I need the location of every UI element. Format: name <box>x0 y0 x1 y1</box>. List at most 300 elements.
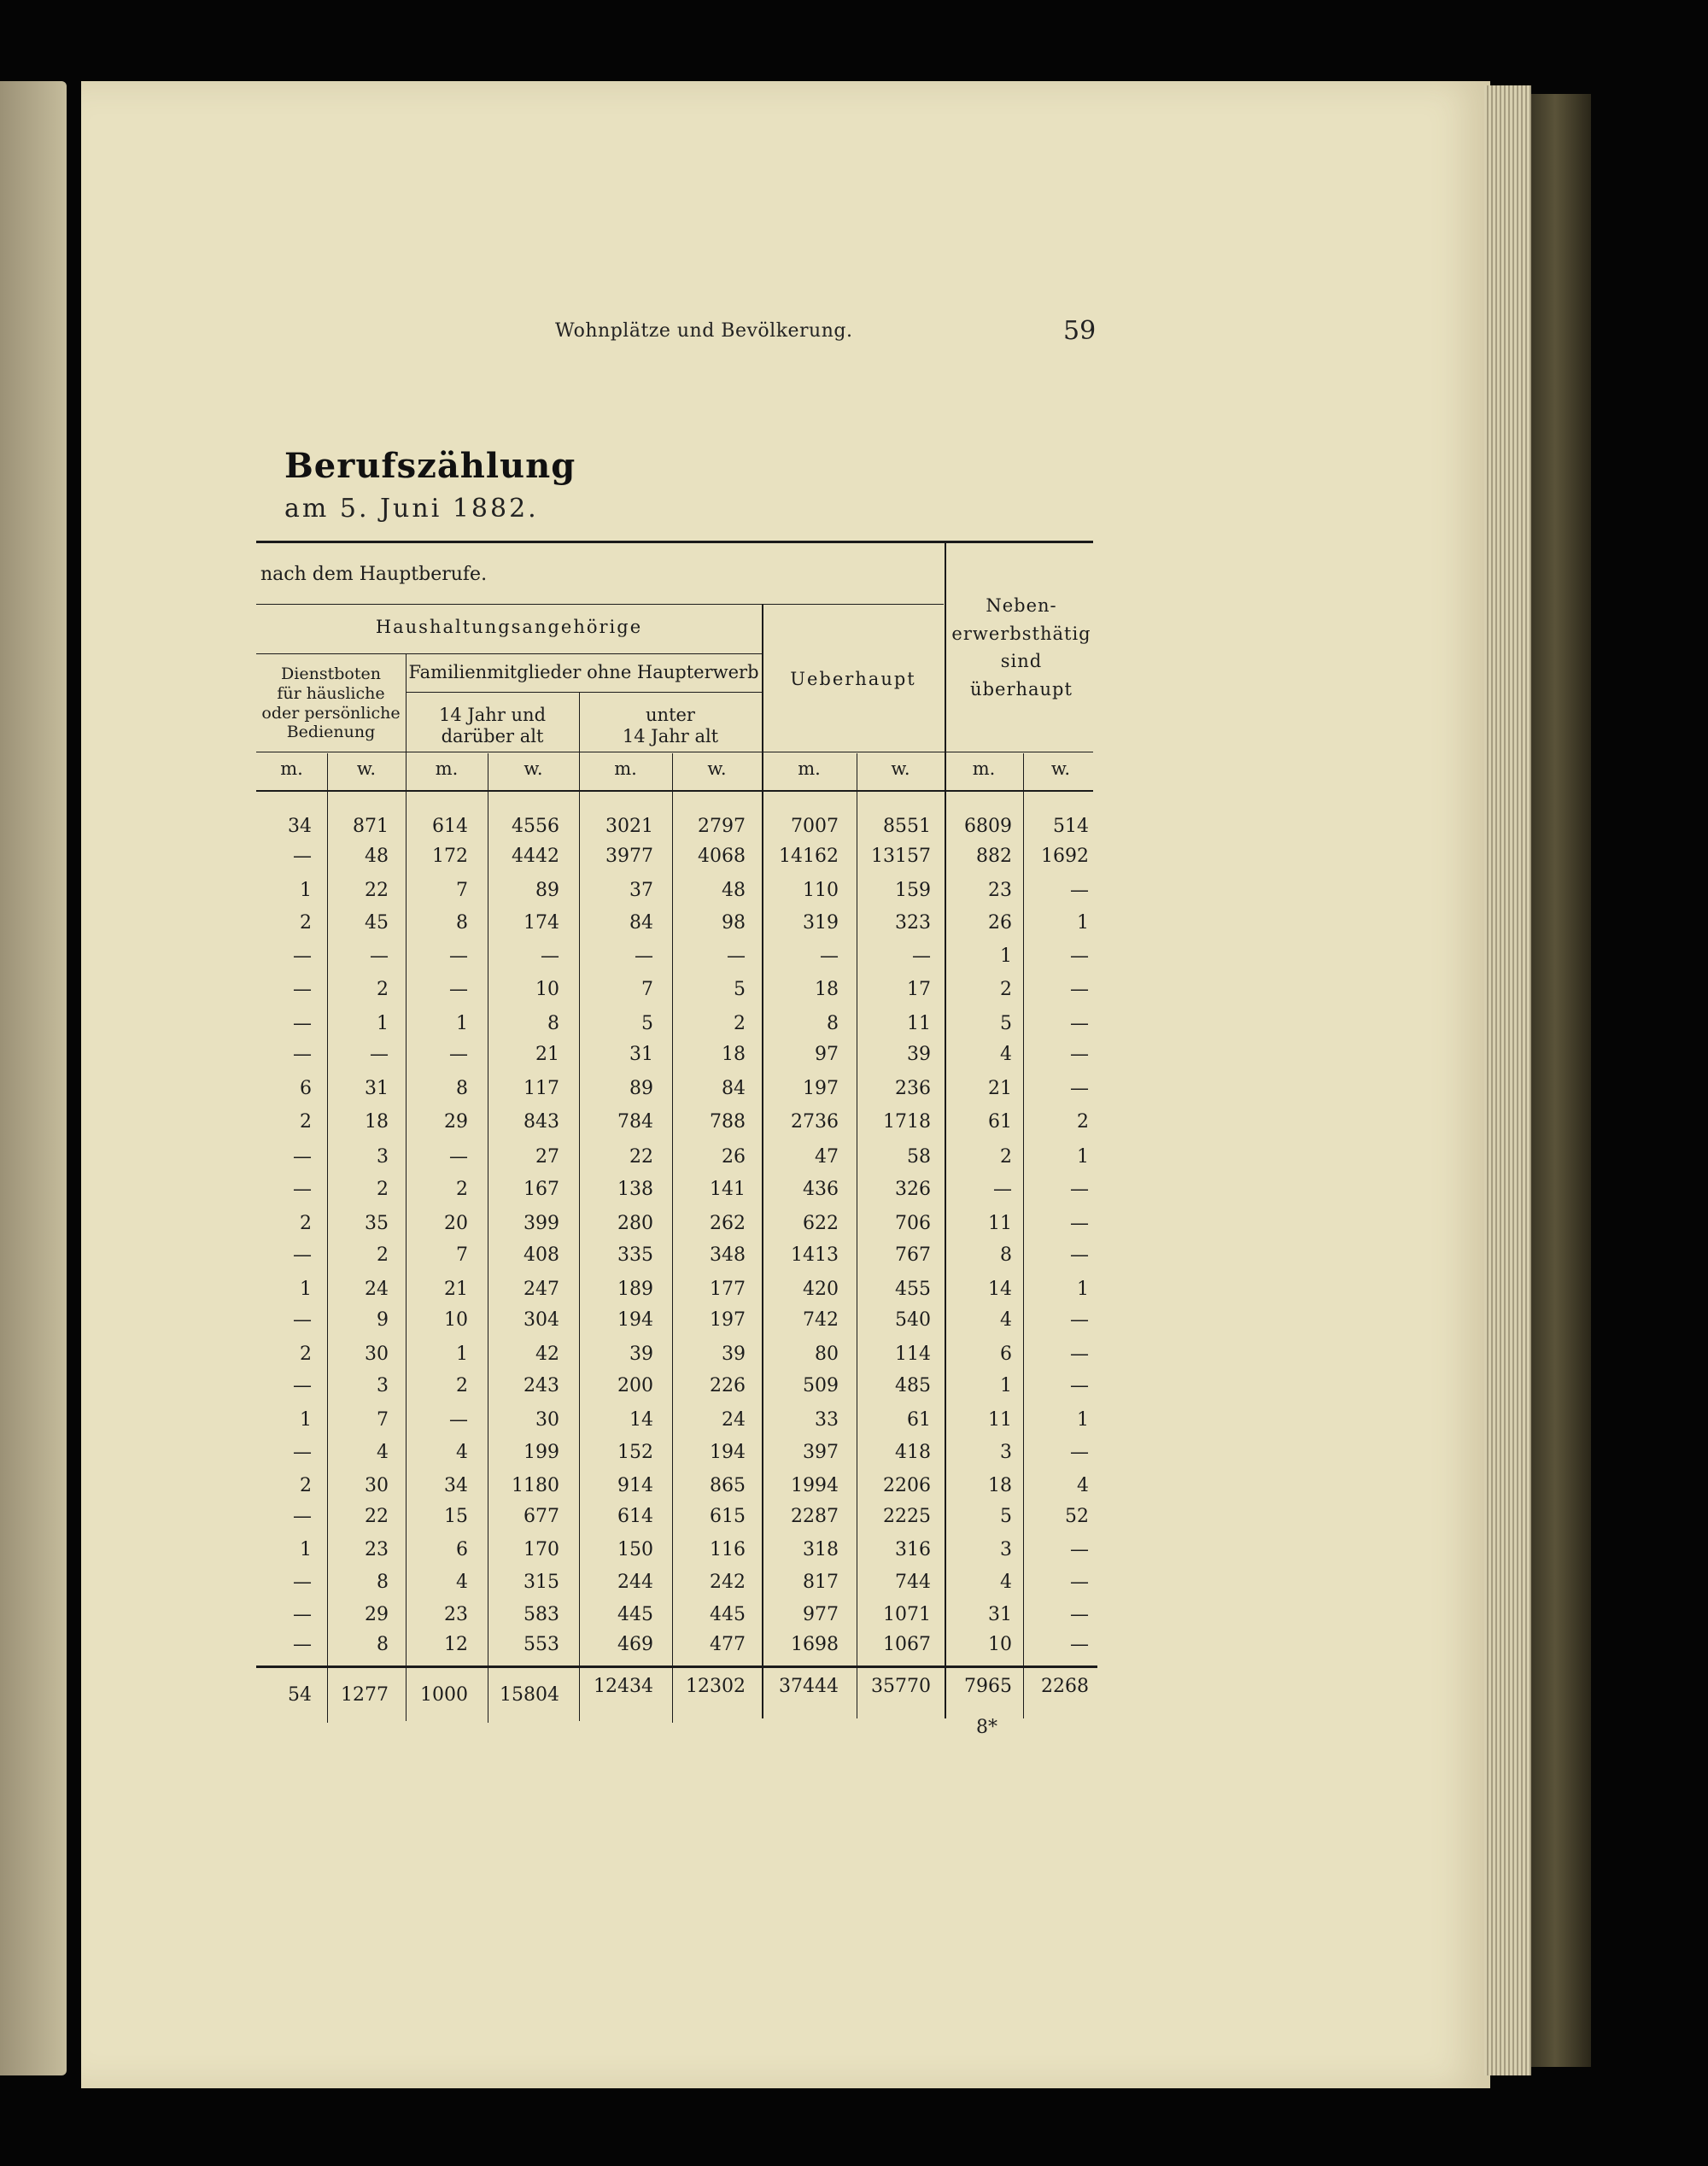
table-cell: 509 <box>803 1375 839 1396</box>
table-cell: 784 <box>617 1111 653 1133</box>
table-cell: — <box>820 945 839 967</box>
rule-above-totals <box>256 1665 1097 1668</box>
table-cell: 3 <box>377 1375 389 1396</box>
table-cell: — <box>449 979 468 1000</box>
table-cell: 152 <box>617 1442 653 1463</box>
table-cell: 58 <box>907 1146 931 1168</box>
book-spine <box>1531 94 1591 2067</box>
table-cell: 13157 <box>871 846 931 867</box>
table-cell: 323 <box>895 912 931 934</box>
vrule-4 <box>579 692 580 1721</box>
table-cell: 26 <box>722 1146 746 1168</box>
table-cell: 9 <box>377 1309 389 1331</box>
table-cell: 226 <box>710 1375 746 1396</box>
table-cell: 1180 <box>512 1475 559 1496</box>
table-cell: 12 <box>444 1634 468 1655</box>
table-cell: 31 <box>988 1604 1012 1625</box>
table-cell: 4 <box>1000 1044 1012 1065</box>
table-cell: 871 <box>353 816 389 837</box>
table-cell: 8 <box>456 1078 468 1099</box>
table-cell: 1 <box>300 1409 312 1431</box>
subhead-m-4: m. <box>798 758 821 779</box>
table-cell: 27 <box>535 1146 559 1168</box>
table-cell: 141 <box>710 1179 746 1200</box>
table-cell: 865 <box>710 1475 746 1496</box>
table-cell: — <box>370 1044 389 1065</box>
page-subtitle: am 5. Juni 1882. <box>284 494 539 524</box>
neben-line-1: Neben- <box>986 595 1057 616</box>
table-cell: 197 <box>803 1078 839 1099</box>
table-cell: 8 <box>377 1634 389 1655</box>
table-cell: 97 <box>815 1044 839 1065</box>
table-cell: — <box>1070 945 1089 967</box>
table-cell: 1413 <box>791 1244 839 1266</box>
table-cell: 1692 <box>1041 846 1089 867</box>
table-cell: 8 <box>456 912 468 934</box>
table-cell: 22 <box>365 880 389 901</box>
table-cell: 159 <box>895 880 931 901</box>
table-cell: 80 <box>815 1344 839 1365</box>
table-cell: 553 <box>524 1634 559 1655</box>
table-cell: 10 <box>988 1634 1012 1655</box>
table-cell: 194 <box>710 1442 746 1463</box>
table-cell: 262 <box>710 1213 746 1234</box>
table-cell: 8 <box>547 1013 559 1034</box>
subhead-w-4: w. <box>891 758 910 779</box>
table-cell: 2287 <box>791 1506 839 1527</box>
table-cell: 34 <box>288 816 312 837</box>
page-number: 59 <box>1063 316 1097 346</box>
table-cell: 4442 <box>512 846 559 867</box>
table-cell: 150 <box>617 1539 653 1560</box>
table-cell: 3977 <box>605 846 653 867</box>
table-cell: — <box>449 945 468 967</box>
table-cell: 39 <box>907 1044 931 1065</box>
table-cell: 469 <box>617 1634 653 1655</box>
table-cell: 1067 <box>883 1634 931 1655</box>
subhead-w-2: w. <box>524 758 543 779</box>
table-cell: 39 <box>722 1344 746 1365</box>
table-cell: 24 <box>722 1409 746 1431</box>
table-cell: 61 <box>907 1409 931 1431</box>
col-14-und-line-1: 14 Jahr und <box>438 705 547 725</box>
table-cell: — <box>1070 1309 1089 1331</box>
group-haushalt-header: Haushaltungsangehörige <box>375 617 643 637</box>
table-cell: 138 <box>617 1179 653 1200</box>
table-cell: 1994 <box>791 1475 839 1496</box>
table-cell: 615 <box>710 1506 746 1527</box>
table-cell: 177 <box>710 1279 746 1300</box>
table-cell: 2 <box>300 1344 312 1365</box>
table-cell: 110 <box>803 880 839 901</box>
table-cell: — <box>293 1309 312 1331</box>
table-cell: 11 <box>988 1213 1012 1234</box>
running-title: Wohnplätze und Bevölkerung. <box>555 320 853 342</box>
table-cell: — <box>1070 1044 1089 1065</box>
table-cell: 2 <box>456 1375 468 1396</box>
subhead-m-5: m. <box>972 758 996 779</box>
table-cell: 47 <box>815 1146 839 1168</box>
table-cell: 348 <box>710 1244 746 1266</box>
col-unter-14-line-1: unter <box>646 705 695 725</box>
table-cell: 7 <box>377 1409 389 1431</box>
table-cell: 882 <box>976 846 1012 867</box>
table-cell: 2 <box>300 1213 312 1234</box>
table-cell: 1071 <box>883 1604 931 1625</box>
table-cell: 4 <box>456 1442 468 1463</box>
table-cell: — <box>293 846 312 867</box>
table-cell: 52 <box>1065 1506 1089 1527</box>
table-cell: 21 <box>988 1078 1012 1099</box>
table-cell: 189 <box>617 1279 653 1300</box>
table-cell: 817 <box>803 1572 839 1593</box>
total-cell: 12434 <box>594 1676 653 1697</box>
table-cell: — <box>449 1146 468 1168</box>
subhead-w-1: w. <box>356 758 377 779</box>
table-cell: 17 <box>907 979 931 1000</box>
table-cell: 2 <box>1000 1146 1012 1168</box>
table-cell: 7 <box>456 1244 468 1266</box>
table-cell: 39 <box>629 1344 653 1365</box>
rule-under-haushalt <box>256 653 762 654</box>
table-cell: — <box>1070 880 1089 901</box>
subhead-m-1: m. <box>280 758 303 779</box>
table-cell: 315 <box>524 1572 559 1593</box>
dienstboten-line-1: Dienstboten <box>281 664 381 683</box>
table-cell: 7 <box>641 979 653 1000</box>
table-cell: 1 <box>300 1279 312 1300</box>
table-cell: 2 <box>377 1179 389 1200</box>
table-cell: 614 <box>432 816 468 837</box>
table-cell: 583 <box>524 1604 559 1625</box>
table-cell: 455 <box>895 1279 931 1300</box>
table-cell: — <box>1070 1013 1089 1034</box>
table-cell: 326 <box>895 1179 931 1200</box>
table-cell: 1 <box>1077 912 1089 934</box>
table-cell: 2 <box>377 1244 389 1266</box>
table-cell: 45 <box>365 912 389 934</box>
table-cell: 31 <box>365 1078 389 1099</box>
page-title: Berufszählung <box>284 446 576 486</box>
subhead-m-2: m. <box>435 758 459 779</box>
table-cell: 174 <box>524 912 559 934</box>
table-cell: 280 <box>617 1213 653 1234</box>
table-cell: 5 <box>1000 1013 1012 1034</box>
table-cell: 14 <box>629 1409 653 1431</box>
total-cell: 35770 <box>871 1676 931 1697</box>
neben-line-2: erwerbsthätig <box>951 623 1091 644</box>
table-cell: 18 <box>988 1475 1012 1496</box>
table-cell: 116 <box>710 1539 746 1560</box>
table-cell: 445 <box>617 1604 653 1625</box>
dienstboten-line-2: für häusliche <box>277 683 385 703</box>
table-cell: 744 <box>895 1572 931 1593</box>
table-cell: 4556 <box>512 816 559 837</box>
left-page-edge <box>0 81 67 2075</box>
table-cell: 977 <box>803 1604 839 1625</box>
table-cell: 6 <box>1000 1344 1012 1365</box>
table-cell: 914 <box>617 1475 653 1496</box>
table-cell: 1 <box>456 1013 468 1034</box>
table-cell: 335 <box>617 1244 653 1266</box>
table-cell: — <box>370 945 389 967</box>
table-cell: 244 <box>617 1572 653 1593</box>
table-cell: 5 <box>641 1013 653 1034</box>
table-cell: — <box>912 945 931 967</box>
table-cell: 11 <box>907 1013 931 1034</box>
table-cell: 243 <box>524 1375 559 1396</box>
table-cell: 11 <box>988 1409 1012 1431</box>
table-cell: 2 <box>1000 979 1012 1000</box>
table-cell: — <box>1070 1572 1089 1593</box>
total-cell: 37444 <box>779 1676 839 1697</box>
rule-under-label <box>256 604 944 605</box>
col-14-und-header <box>406 705 579 747</box>
table-cell: 2 <box>300 1111 312 1133</box>
table-cell: 2 <box>734 1013 746 1034</box>
table-cell: 194 <box>617 1309 653 1331</box>
table-cell: 1 <box>300 880 312 901</box>
group-familie-header: Familienmitglieder ohne Haupterwerb <box>408 662 759 682</box>
table-cell: 4 <box>1000 1309 1012 1331</box>
table-cell: — <box>293 1013 312 1034</box>
col-ueberhaupt-header: Ueberhaupt <box>790 669 916 689</box>
subhead-m-3: m. <box>614 758 637 779</box>
table-cell: 18 <box>365 1111 389 1133</box>
table-cell: — <box>293 1506 312 1527</box>
table-cell: — <box>541 945 559 967</box>
table-cell: 84 <box>722 1078 746 1099</box>
table-cell: 742 <box>803 1309 839 1331</box>
table-cell: — <box>1070 1179 1089 1200</box>
table-cell: 22 <box>629 1146 653 1168</box>
table-cell: 485 <box>895 1375 931 1396</box>
table-cell: 1 <box>377 1013 389 1034</box>
table-cell: 2736 <box>791 1111 839 1133</box>
table-cell: 4 <box>377 1442 389 1463</box>
total-cell: 15804 <box>500 1684 559 1706</box>
table-cell: — <box>1070 979 1089 1000</box>
table-cell: 89 <box>535 880 559 901</box>
table-cell: 319 <box>803 912 839 934</box>
table-cell: 8551 <box>883 816 931 837</box>
table-cell: 18 <box>815 979 839 1000</box>
table-cell: — <box>293 1572 312 1593</box>
table-cell: 167 <box>524 1179 559 1200</box>
table-cell: 14 <box>988 1279 1012 1300</box>
table-cell: 316 <box>895 1539 931 1560</box>
rule-under-familie <box>406 692 762 693</box>
table-cell: 18 <box>722 1044 746 1065</box>
table-cell: — <box>449 1409 468 1431</box>
table-cell: 1 <box>1077 1146 1089 1168</box>
table-cell: — <box>1070 1078 1089 1099</box>
table-cell: 7 <box>456 880 468 901</box>
table-cell: — <box>293 979 312 1000</box>
dienstboten-line-4: Bedienung <box>286 723 376 742</box>
table-cell: 114 <box>895 1344 931 1365</box>
table-cell: 34 <box>444 1475 468 1496</box>
table-cell: 31 <box>629 1044 653 1065</box>
total-cell: 7965 <box>964 1676 1012 1697</box>
table-cell: 1718 <box>883 1111 931 1133</box>
signature-mark: 8* <box>976 1717 997 1738</box>
table-cell: 29 <box>444 1111 468 1133</box>
table-cell: 2225 <box>883 1506 931 1527</box>
table-cell: 477 <box>710 1634 746 1655</box>
table-cell: 7007 <box>791 816 839 837</box>
table-cell: 170 <box>524 1539 559 1560</box>
table-cell: 767 <box>895 1244 931 1266</box>
table-cell: 408 <box>524 1244 559 1266</box>
total-cell: 2268 <box>1041 1676 1089 1697</box>
table-cell: 37 <box>629 880 653 901</box>
table-cell: 33 <box>815 1409 839 1431</box>
neben-line-3: sind <box>1000 651 1043 672</box>
table-cell: 10 <box>535 979 559 1000</box>
table-cell: 2797 <box>698 816 746 837</box>
table-cell: 10 <box>444 1309 468 1331</box>
table-cell: 8 <box>377 1572 389 1593</box>
table-cell: — <box>1070 1539 1089 1560</box>
col-dienstboten-header <box>256 664 406 742</box>
table-cell: 622 <box>803 1213 839 1234</box>
table-cell: — <box>1070 1244 1089 1266</box>
table-cell: 4 <box>1077 1475 1089 1496</box>
table-cell: 199 <box>524 1442 559 1463</box>
table-cell: 23 <box>365 1539 389 1560</box>
table-cell: 6 <box>456 1539 468 1560</box>
table-cell: 200 <box>617 1375 653 1396</box>
subhead-w-5: w. <box>1050 758 1071 779</box>
table-cell: 30 <box>365 1475 389 1496</box>
table-cell: 1 <box>1077 1279 1089 1300</box>
table-cell: 48 <box>365 846 389 867</box>
table-cell: 304 <box>524 1309 559 1331</box>
table-cell: 22 <box>365 1506 389 1527</box>
col-unter-14-header <box>579 705 762 747</box>
table-cell: 30 <box>365 1344 389 1365</box>
table-cell: 318 <box>803 1539 839 1560</box>
table-cell: 29 <box>365 1604 389 1625</box>
table-cell: 5 <box>734 979 746 1000</box>
table-cell: — <box>1070 1604 1089 1625</box>
rule-under-subheads <box>256 790 1093 792</box>
table-cell: 540 <box>895 1309 931 1331</box>
total-cell: 12302 <box>686 1676 746 1697</box>
table-cell: — <box>449 1044 468 1065</box>
table-cell: 2 <box>377 979 389 1000</box>
table-cell: — <box>293 1179 312 1200</box>
table-cell: 61 <box>988 1111 1012 1133</box>
table-cell: 677 <box>524 1506 559 1527</box>
table-cell: 6 <box>300 1078 312 1099</box>
table-cell: — <box>293 1244 312 1266</box>
table-cell: 242 <box>710 1572 746 1593</box>
table-cell: 4068 <box>698 846 746 867</box>
table-cell: 1 <box>1077 1409 1089 1431</box>
table-cell: 4 <box>456 1572 468 1593</box>
table-cell: 2 <box>300 912 312 934</box>
table-cell: 1 <box>1000 945 1012 967</box>
table-cell: 788 <box>710 1111 746 1133</box>
table-cell: 418 <box>895 1442 931 1463</box>
table-cell: 26 <box>988 912 1012 934</box>
dienstboten-line-3: oder persönliche <box>261 703 401 723</box>
table-cell: 514 <box>1053 816 1089 837</box>
table-cell: 48 <box>722 880 746 901</box>
total-cell: 1277 <box>341 1684 389 1706</box>
table-cell: 172 <box>432 846 468 867</box>
table-cell: 15 <box>444 1506 468 1527</box>
table-cell: 84 <box>629 912 653 934</box>
table-cell: 1 <box>1000 1375 1012 1396</box>
table-cell: 1 <box>456 1344 468 1365</box>
table-cell: — <box>1070 1344 1089 1365</box>
table-cell: — <box>1070 1442 1089 1463</box>
table-cell: — <box>1070 1213 1089 1234</box>
table-cell: 3021 <box>605 816 653 837</box>
table-cell: 1698 <box>791 1634 839 1655</box>
table-cell: 4 <box>1000 1572 1012 1593</box>
table-cell: — <box>1070 1634 1089 1655</box>
table-cell: 2 <box>300 1475 312 1496</box>
top-rule <box>256 541 1093 543</box>
table-cell: 98 <box>722 912 746 934</box>
table-cell: 399 <box>524 1213 559 1234</box>
vrule-5 <box>672 753 673 1723</box>
table-cell: 89 <box>629 1078 653 1099</box>
table-cell: — <box>293 1044 312 1065</box>
table-cell: 247 <box>524 1279 559 1300</box>
table-cell: — <box>293 1442 312 1463</box>
table-cell: 21 <box>535 1044 559 1065</box>
table-cell: 2 <box>456 1179 468 1200</box>
table-cell: 420 <box>803 1279 839 1300</box>
total-cell: 1000 <box>420 1684 468 1706</box>
table-cell: 117 <box>524 1078 559 1099</box>
table-cell: 35 <box>365 1213 389 1234</box>
table-cell: 197 <box>710 1309 746 1331</box>
table-cell: 706 <box>895 1213 931 1234</box>
page-edges <box>1484 85 1531 2075</box>
table-cell: 397 <box>803 1442 839 1463</box>
table-cell: 21 <box>444 1279 468 1300</box>
table-cell: 236 <box>895 1078 931 1099</box>
table-cell: 42 <box>535 1344 559 1365</box>
subhead-w-3: w. <box>707 758 727 779</box>
table-cell: — <box>727 945 746 967</box>
table-cell: 2206 <box>883 1475 931 1496</box>
total-cell: 54 <box>288 1684 312 1706</box>
table-cell: — <box>293 1634 312 1655</box>
table-cell: 30 <box>535 1409 559 1431</box>
table-cell: 3 <box>377 1146 389 1168</box>
table-cell: — <box>293 1604 312 1625</box>
table-cell: 20 <box>444 1213 468 1234</box>
table-cell: — <box>293 945 312 967</box>
table-cell: — <box>1070 1375 1089 1396</box>
table-cell: 23 <box>444 1604 468 1625</box>
col-unter-14-line-2: 14 Jahr alt <box>622 726 719 747</box>
table-cell: 5 <box>1000 1506 1012 1527</box>
table-cell: 3 <box>1000 1539 1012 1560</box>
table-cell: — <box>293 1375 312 1396</box>
table-cell: — <box>293 1146 312 1168</box>
table-cell: 24 <box>365 1279 389 1300</box>
col-neben-header <box>945 592 1098 703</box>
table-cell: 8 <box>827 1013 839 1034</box>
